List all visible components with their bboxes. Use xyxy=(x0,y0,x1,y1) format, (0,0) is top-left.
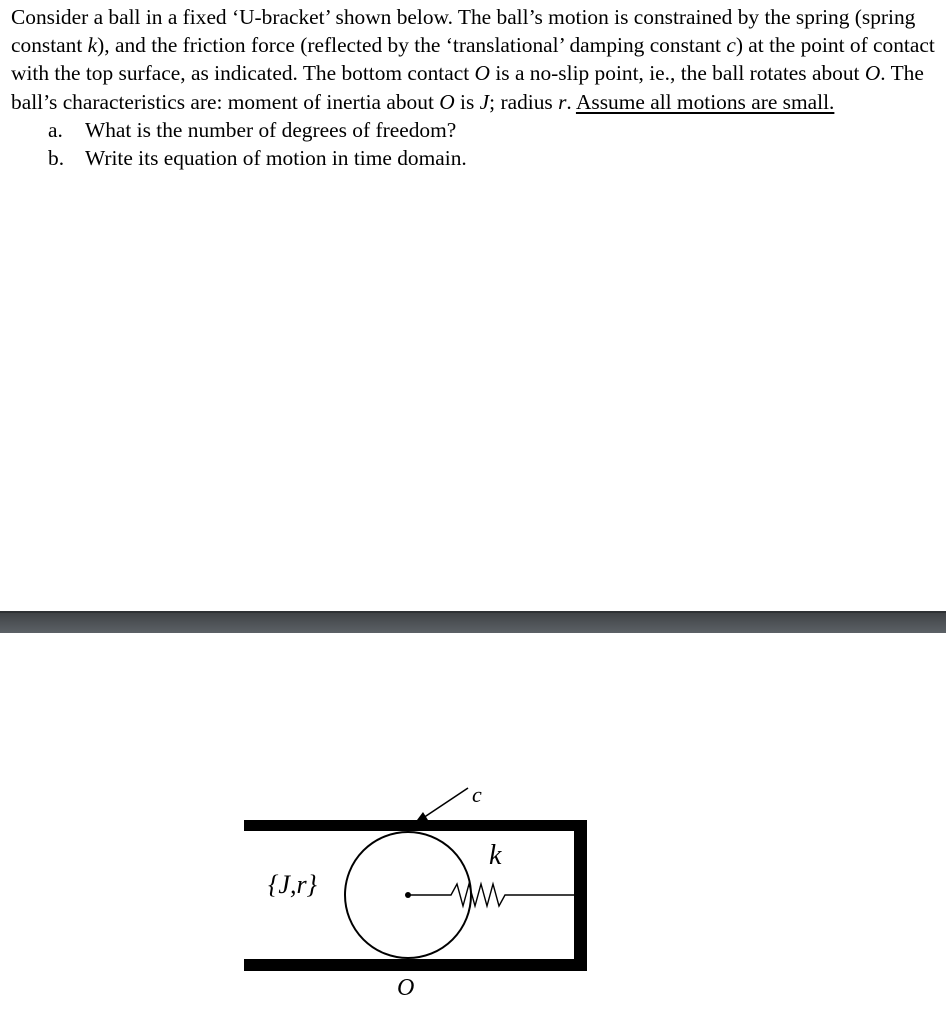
symbol-k: k xyxy=(87,33,98,58)
damper-arrow-shaft xyxy=(420,788,468,820)
question-text: What is the number of degrees of freedom? xyxy=(85,117,457,142)
symbol-r: r xyxy=(558,89,567,114)
question-list xyxy=(11,116,936,172)
problem-intro xyxy=(11,3,936,116)
damping-label: c xyxy=(472,782,482,807)
intro-text-6: is xyxy=(454,89,480,114)
intro-text-8: . xyxy=(566,89,576,114)
page-divider xyxy=(0,611,946,633)
symbol-j: J xyxy=(479,89,490,114)
bracket-top-wall xyxy=(244,820,587,831)
spring-constant-label: k xyxy=(489,840,502,871)
intro-text-1: Consider a ball in a fixed ‘U-bracket’ shown below. The ball’s motion is constrained by the spring (spring constant xyxy=(11,5,916,58)
problem-statement xyxy=(11,3,936,172)
question-label: b. xyxy=(48,146,65,171)
symbol-o-3: O xyxy=(439,89,455,114)
intro-text-3: ) at the point of contact with the top surface, as indicated. The bottom contact xyxy=(11,33,935,86)
question-item xyxy=(11,144,936,172)
question-label: a. xyxy=(48,117,63,142)
assumption-note: Assume all motions are small. xyxy=(575,89,835,114)
ball-properties-label: {J,r} xyxy=(268,870,317,899)
question-text: Write its equation of motion in time domain. xyxy=(85,146,467,171)
pivot-point-label: O xyxy=(397,975,415,1001)
intro-text-7: ; radius xyxy=(489,89,559,114)
bracket-side-wall xyxy=(574,820,587,971)
symbol-o-2: O xyxy=(864,61,881,86)
question-item xyxy=(11,116,936,144)
symbol-c: c xyxy=(726,33,736,58)
intro-text-2: ), and the friction force (reflected by the ‘translational’ damping constant xyxy=(97,33,727,58)
symbol-o-1: O xyxy=(474,61,490,86)
u-bracket-diagram xyxy=(0,760,946,1014)
bracket-bottom-wall xyxy=(244,959,587,971)
intro-text-5: . The ball’s characteristics are: moment of inertia about xyxy=(11,61,924,114)
u-bracket-figure xyxy=(0,760,946,1014)
intro-text-4: is a no-slip point, ie., the ball rotates about xyxy=(489,61,865,86)
